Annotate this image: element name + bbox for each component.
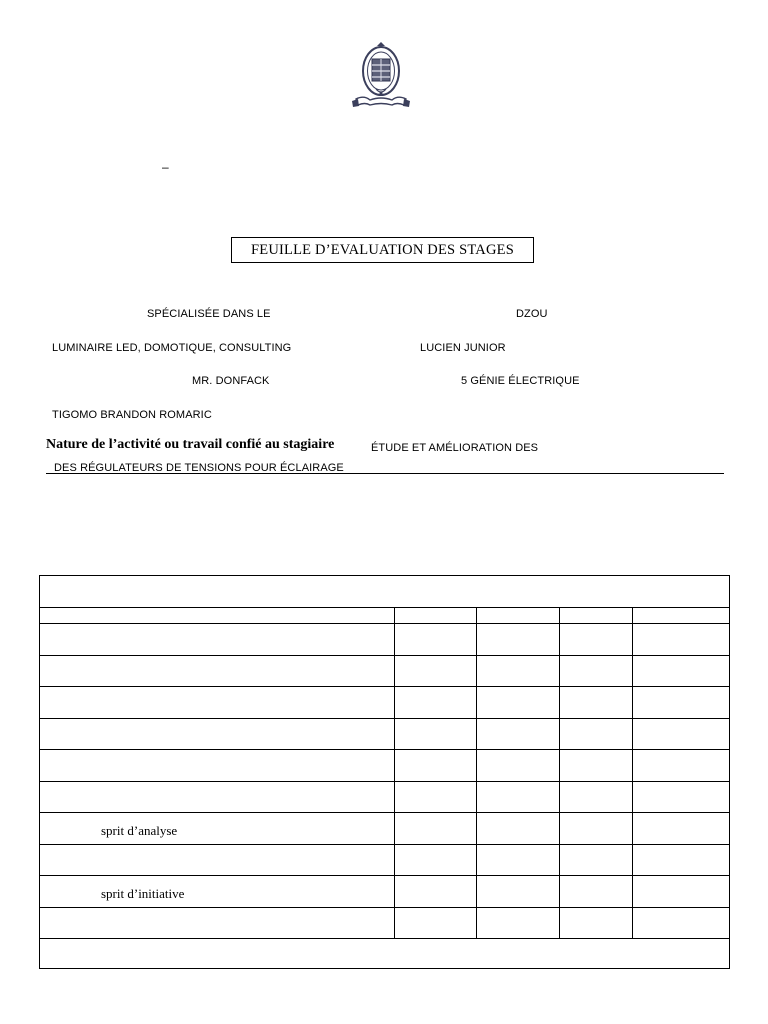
criterion-label: sprit d’initiative — [101, 886, 185, 901]
table-column-rule — [476, 607, 477, 938]
encadreur-value: MR. DONFACK — [192, 375, 270, 387]
activites-value: LUMINAIRE LED, DOMOTIQUE, CONSULTING — [52, 342, 292, 354]
table-column-rule — [559, 607, 560, 938]
prenom-value: LUCIEN JUNIOR — [420, 342, 506, 354]
nature-underline — [46, 473, 724, 474]
table-rule — [40, 623, 729, 624]
table-rule — [40, 686, 729, 687]
document-title: FEUILLE D’EVALUATION DES STAGES — [231, 237, 534, 263]
table-column-rule — [632, 607, 633, 938]
university-crest-icon — [350, 41, 412, 113]
table-rule — [40, 938, 729, 939]
table-rule — [40, 655, 729, 656]
table-column-rule — [394, 607, 395, 938]
table-rule — [40, 844, 729, 845]
table-rule — [40, 875, 729, 876]
niveau-value: 5 GÉNIE ÉLECTRIQUE — [461, 375, 580, 387]
table-rule — [40, 781, 729, 782]
table-rule — [40, 749, 729, 750]
ville-value: DZOU — [516, 308, 548, 320]
nature-activite-value-line1: ÉTUDE ET AMÉLIORATION DES — [371, 442, 539, 454]
table-rule — [40, 718, 729, 719]
stagiaire-name-value: TIGOMO BRANDON ROMARIC — [52, 409, 212, 421]
evaluation-table — [39, 575, 730, 969]
nature-activite-label: Nature de l’activité ou travail confié au stagiaire — [46, 437, 335, 452]
dash-mark: – — [162, 160, 169, 174]
nature-activite-value-line2: DES RÉGULATEURS DE TENSIONS POUR ÉCLAIRAGE — [54, 462, 344, 474]
specialisation-value: SPÉCIALISÉE DANS LE — [147, 308, 271, 320]
table-rule — [40, 812, 729, 813]
table-rule — [40, 907, 729, 908]
criterion-label: sprit d’analyse — [101, 823, 178, 838]
table-rule — [40, 607, 729, 608]
